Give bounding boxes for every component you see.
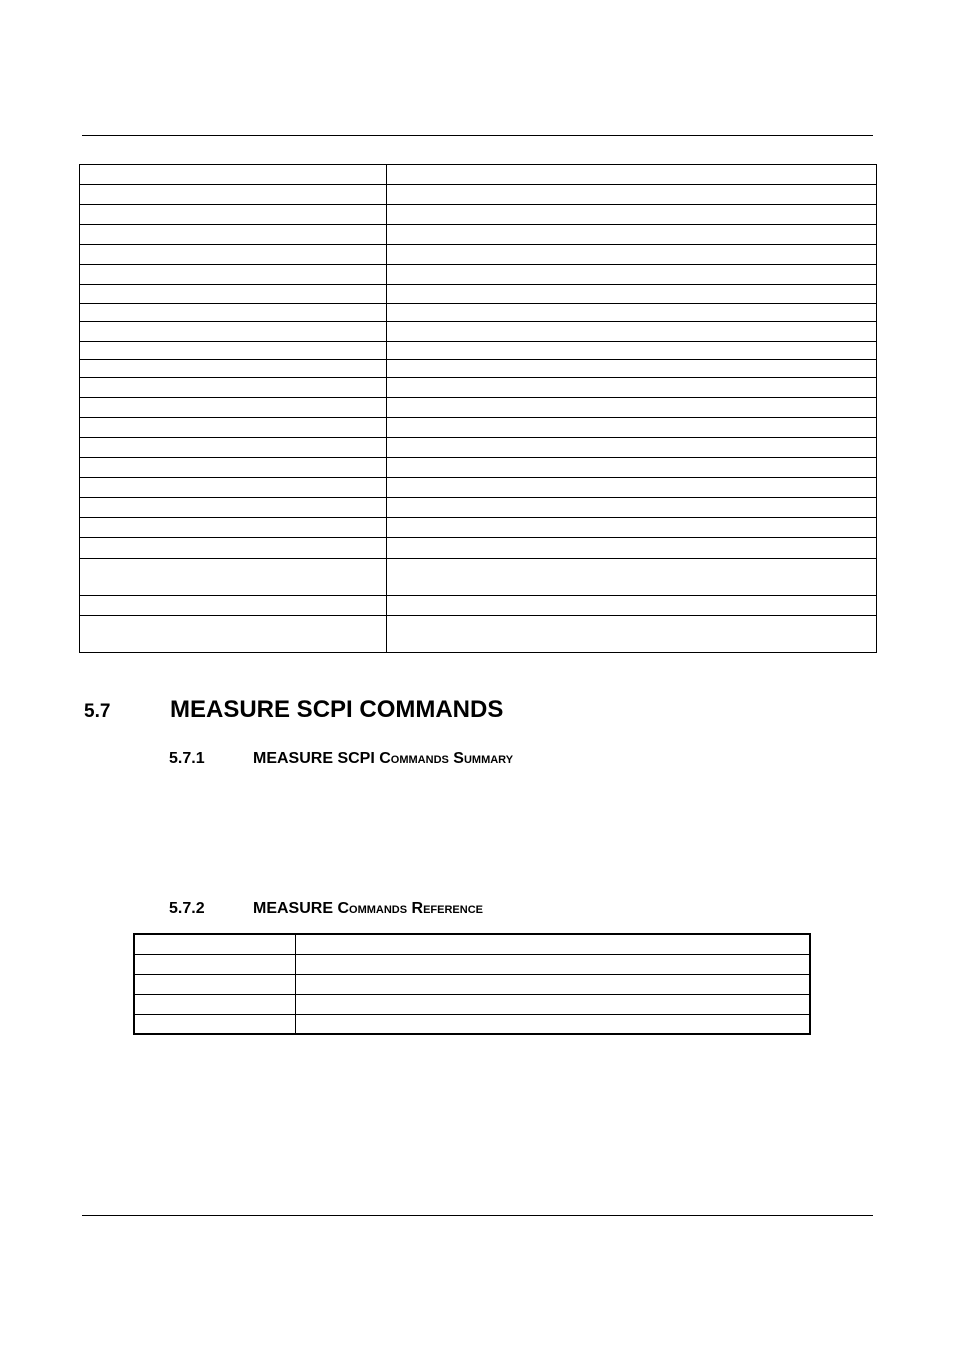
- table-cell: [134, 934, 295, 954]
- table-cell: [80, 478, 387, 498]
- table-cell: [80, 498, 387, 518]
- table-row: [80, 498, 877, 518]
- subsection-heading-reference: [169, 900, 483, 918]
- section-title: MEASURE SCPI COMMANDS: [170, 696, 504, 723]
- table-cell: [80, 359, 387, 377]
- top-table: [79, 164, 877, 653]
- table-row: [80, 615, 877, 652]
- table-row: [80, 417, 877, 437]
- table-row: [80, 165, 877, 185]
- table-cell: [387, 518, 877, 538]
- table-row: [134, 1014, 810, 1034]
- table-cell: [80, 245, 387, 265]
- table-cell: [80, 595, 387, 615]
- table-cell: [387, 538, 877, 558]
- table-cell: [80, 321, 387, 341]
- table-row: [80, 205, 877, 225]
- table-cell: [295, 1014, 810, 1034]
- table-cell: [295, 994, 810, 1014]
- table-row: [80, 377, 877, 397]
- table-cell: [295, 974, 810, 994]
- table-cell: [134, 974, 295, 994]
- table-cell: [80, 458, 387, 478]
- table-cell: [80, 185, 387, 205]
- table-row: [80, 359, 877, 377]
- table-row: [80, 438, 877, 458]
- subsection-title-rest: Commands Summary: [379, 750, 514, 767]
- table-cell: [387, 165, 877, 185]
- table-cell: [387, 225, 877, 245]
- table-row: [80, 595, 877, 615]
- section-heading: [84, 696, 503, 724]
- table-cell: [387, 285, 877, 303]
- table-cell: [80, 225, 387, 245]
- table-cell: [387, 321, 877, 341]
- table-cell: [387, 303, 877, 321]
- table-cell: [134, 1014, 295, 1034]
- table-row: [80, 321, 877, 341]
- table-cell: [80, 285, 387, 303]
- table-cell: [80, 397, 387, 417]
- table-row: [134, 974, 810, 994]
- table-cell: [387, 558, 877, 595]
- table-row: [80, 185, 877, 205]
- table-cell: [387, 478, 877, 498]
- table-cell: [80, 377, 387, 397]
- table-cell: [387, 245, 877, 265]
- subsection-number: 5.7.1: [169, 750, 205, 767]
- table-row: [134, 934, 810, 954]
- table-row: [80, 478, 877, 498]
- table-cell: [80, 518, 387, 538]
- footer-rule: [82, 1215, 873, 1216]
- subsection-title-rest: Commands Reference: [337, 900, 483, 917]
- subsection-title-lead: MEASURE SCPI: [253, 750, 375, 767]
- table-row: [134, 994, 810, 1014]
- table-row: [80, 518, 877, 538]
- reference-table: [133, 933, 811, 1035]
- table-cell: [80, 265, 387, 285]
- table-cell: [80, 417, 387, 437]
- table-row: [80, 341, 877, 359]
- table-cell: [80, 538, 387, 558]
- table-cell: [387, 458, 877, 478]
- table-cell: [387, 377, 877, 397]
- table-row: [80, 397, 877, 417]
- subsection-title-lead: MEASURE: [253, 900, 334, 917]
- header-rule: [82, 135, 873, 136]
- table-cell: [80, 615, 387, 652]
- table-cell: [387, 341, 877, 359]
- table-cell: [80, 165, 387, 185]
- table-cell: [134, 954, 295, 974]
- table-cell: [295, 934, 810, 954]
- subsection-heading-summary: [169, 750, 513, 768]
- table-cell: [80, 205, 387, 225]
- table-cell: [134, 994, 295, 1014]
- table-row: [80, 225, 877, 245]
- table-row: [80, 303, 877, 321]
- table-cell: [80, 303, 387, 321]
- table-cell: [80, 558, 387, 595]
- table-cell: [387, 185, 877, 205]
- table-cell: [387, 265, 877, 285]
- table-row: [80, 538, 877, 558]
- table-cell: [387, 438, 877, 458]
- table-row: [80, 245, 877, 265]
- table-cell: [295, 954, 810, 974]
- table-cell: [387, 595, 877, 615]
- table-cell: [80, 438, 387, 458]
- table-row: [134, 954, 810, 974]
- section-number: 5.7: [84, 701, 111, 722]
- subsection-number: 5.7.2: [169, 900, 205, 917]
- table-cell: [387, 615, 877, 652]
- table-cell: [387, 359, 877, 377]
- table-row: [80, 265, 877, 285]
- table-cell: [387, 417, 877, 437]
- table-row: [80, 285, 877, 303]
- table-cell: [387, 205, 877, 225]
- table-row: [80, 558, 877, 595]
- table-cell: [387, 397, 877, 417]
- table-cell: [387, 498, 877, 518]
- table-row: [80, 458, 877, 478]
- table-cell: [80, 341, 387, 359]
